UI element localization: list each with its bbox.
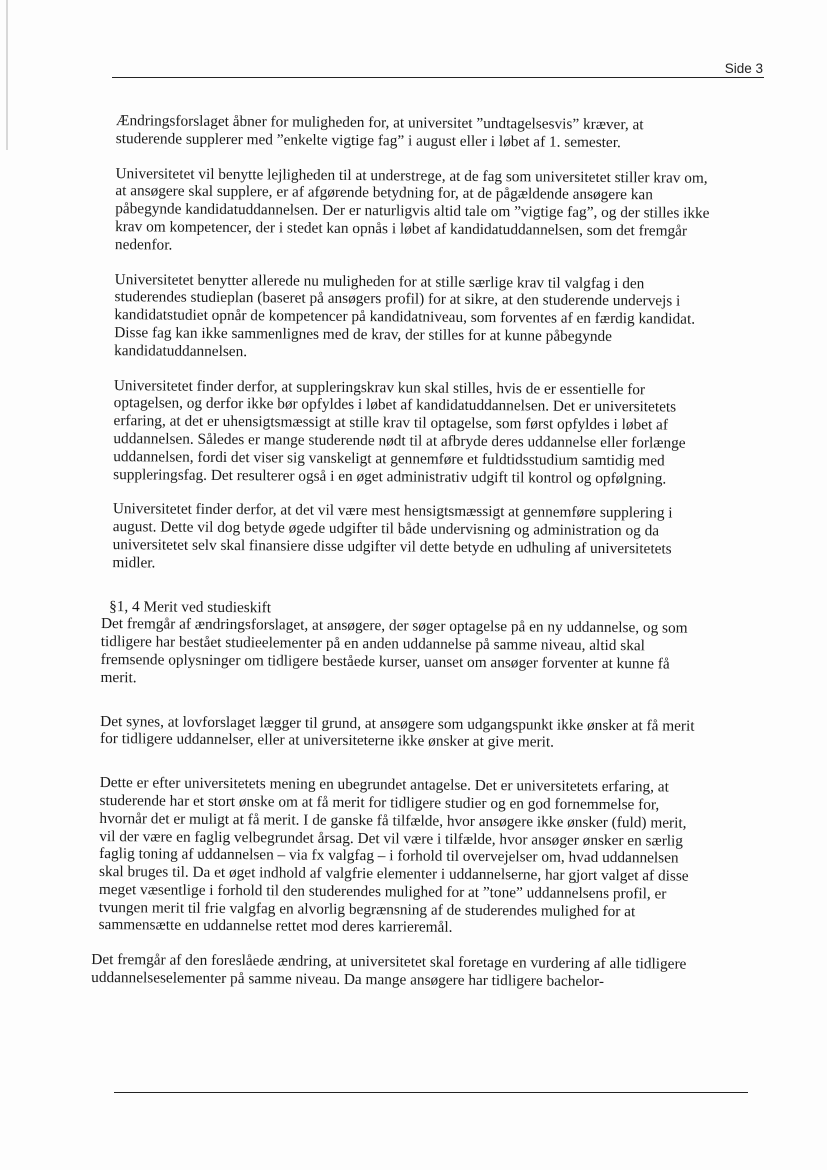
- paragraph-7: [92, 774, 743, 939]
- text-line: Universitetet finder derfor, at suppleringskrav kun skal stilles, hvis de er essentielle for: [113, 376, 646, 398]
- text-line: studerende supplerer med ”enkelte vigtige fag” i august eller i løbet af 1. semester.: [115, 129, 621, 151]
- text-line: at ansøgere skal supplere, er af afgørende betydning for, at de pågældende ansøgere kan: [115, 182, 653, 204]
- text-line: uddannelsen, fordi det viser sig vanskeligt at gennemføre et fuldtidsstudium samtidig med: [113, 447, 665, 470]
- text-line: tidligere har bestået studieelementer på en anden uddannelse på samme niveau, altid skal: [100, 633, 645, 655]
- text-line: tvungen merit til frie valgfag en alvorlig begrænsning af de studerendes mulighed for at: [98, 898, 636, 920]
- header-rule: [112, 77, 764, 78]
- text-line: erfaring, at det er uhensigtsmæssigt at stille krav til optagelse, som først opfyldes i løbet af: [113, 412, 669, 434]
- paragraph-2: [97, 165, 748, 259]
- paragraph-6: [93, 712, 743, 753]
- text-line: optagelsen, og derfor ikke bør opfyldes i løbet af kandidatuddannelsen. Det er universitetets: [113, 394, 677, 416]
- text-line: Det fremgår af ændringsforslaget, at ansøgere, der søger optagelse på en ny uddannelse, og som: [100, 615, 688, 637]
- text-line: august. Dette vil dog betyde øgede udgifter til både undervisning og administration og da: [112, 518, 660, 540]
- text-line: Universitetet benytter allerede nu muligheden for at stille særlige krav til valgfag i den: [114, 270, 645, 292]
- text-line: midler.: [112, 553, 156, 572]
- text-line: meget væsentlige i forhold til den studerendes mulighed for at ”tone” uddannelsens profil, er: [98, 880, 667, 903]
- text-line: merit.: [100, 668, 137, 687]
- scan-edge-mark: [6, 0, 8, 150]
- paragraph-4: [95, 377, 746, 489]
- text-line: Det synes, at lovforslaget lægger til grund, at ansøgere som udgangspunkt ikke ønsker at få merit: [100, 712, 695, 735]
- text-line: suppleringsfag. Det resulterer også i en øget administrativ udgift til kontrol og opfølgning.: [113, 465, 667, 488]
- text-line: Universitetet finder derfor, at det vil være mest hensigtsmæssigt at gennemføre supplering i: [112, 500, 673, 522]
- text-line: uddannelseselementer på samme niveau. Da mange ansøgere har tidligere bachelor-: [91, 969, 605, 991]
- text-line: kandidatstudiet opnår de kompetencer på kandidatniveau, som forventes af en færdig kandidat.: [114, 306, 696, 328]
- text-line: Disse fag kan ikke sammenlignes med de krav, der stilles for at kunne påbegynde: [114, 324, 613, 346]
- text-line: universitetet selv skal finansiere disse udgifter vil dette betyde en udhuling af universitetets: [112, 536, 672, 558]
- text-line: vil der være en faglig velbegrundet årsag. Det vil være i tilfælde, hvor ansøger ønsker en særlig: [99, 827, 684, 850]
- paragraph-5: [94, 500, 745, 576]
- text-line: fremsende oplysninger om tidligere beståede kurser, uanset om ansøger forventer at kunne få: [100, 650, 670, 673]
- text-line: Det fremgår af den foreslåede ændring, at universitetet skal foretage en vurdering af alle tidligere: [91, 951, 687, 973]
- text-line: Ændringsforslaget åbner for muligheden for, at universitet ”undtagelsesvis” kræver, at: [115, 112, 644, 134]
- text-line: kandidatuddannelsen.: [114, 341, 248, 360]
- text-line: studerende har et stort ønske om at få merit for tidligere studier og en god fornemmelse for,: [99, 791, 660, 814]
- text-line: krav om kompetencer, der i stedet kan opnås i løbet af kandidatuddannelsen, som det fremgår: [115, 218, 688, 240]
- text-line: Universitetet vil benytte lejligheden til at understrege, at de fag som universitetet stiller krav om,: [115, 164, 708, 187]
- text-line: skal bruges til. Da et øget indhold af valgfrie elementer i uddannelserne, har gjort valget af disse: [98, 863, 689, 885]
- text-line: hvornår det er muligt at få merit. I de ganske få tilfælde, hvor ansøgere ikke ønsker (fuld) merit,: [99, 809, 687, 832]
- text-line: Dette er efter universitetets mening en ubegrundet antagelse. Det er universitetets erfaring, at: [99, 774, 669, 796]
- section-heading: §1, 4 Merit ved studieskift: [109, 597, 272, 616]
- page-number: Side 3: [724, 61, 763, 76]
- text-line: uddannelsen. Således er mange studerende nødt til at afbryde deres uddannelse eller forlænge: [113, 430, 686, 452]
- text-line: nedenfor.: [114, 235, 173, 254]
- text-line: studerendes studieplan (baseret på ansøgers profil) for at sikre, at den studerende undervejs i: [114, 288, 681, 310]
- text-line: påbegynde kandidatuddannelsen. Der er naturligvis altid tale om ”vigtige fag”, og der stilles ikke: [115, 200, 710, 222]
- paragraph-1: [98, 112, 748, 153]
- paragraph-8: [91, 951, 741, 992]
- document-body: [91, 112, 748, 1009]
- section-merit: [93, 598, 744, 692]
- footer-rule: [114, 1092, 748, 1093]
- text-line: for tidligere uddannelser, eller at universiteterne ikke ønsker at give merit.: [100, 730, 555, 751]
- text-line: sammensætte en uddannelse rettet mod deres karrieremål.: [98, 916, 453, 937]
- paragraph-3: [96, 271, 747, 365]
- text-line: faglig toning af uddannelsen – via fx valgfag – i forhold til overvejelser om, hvad uddannelsen: [99, 845, 679, 867]
